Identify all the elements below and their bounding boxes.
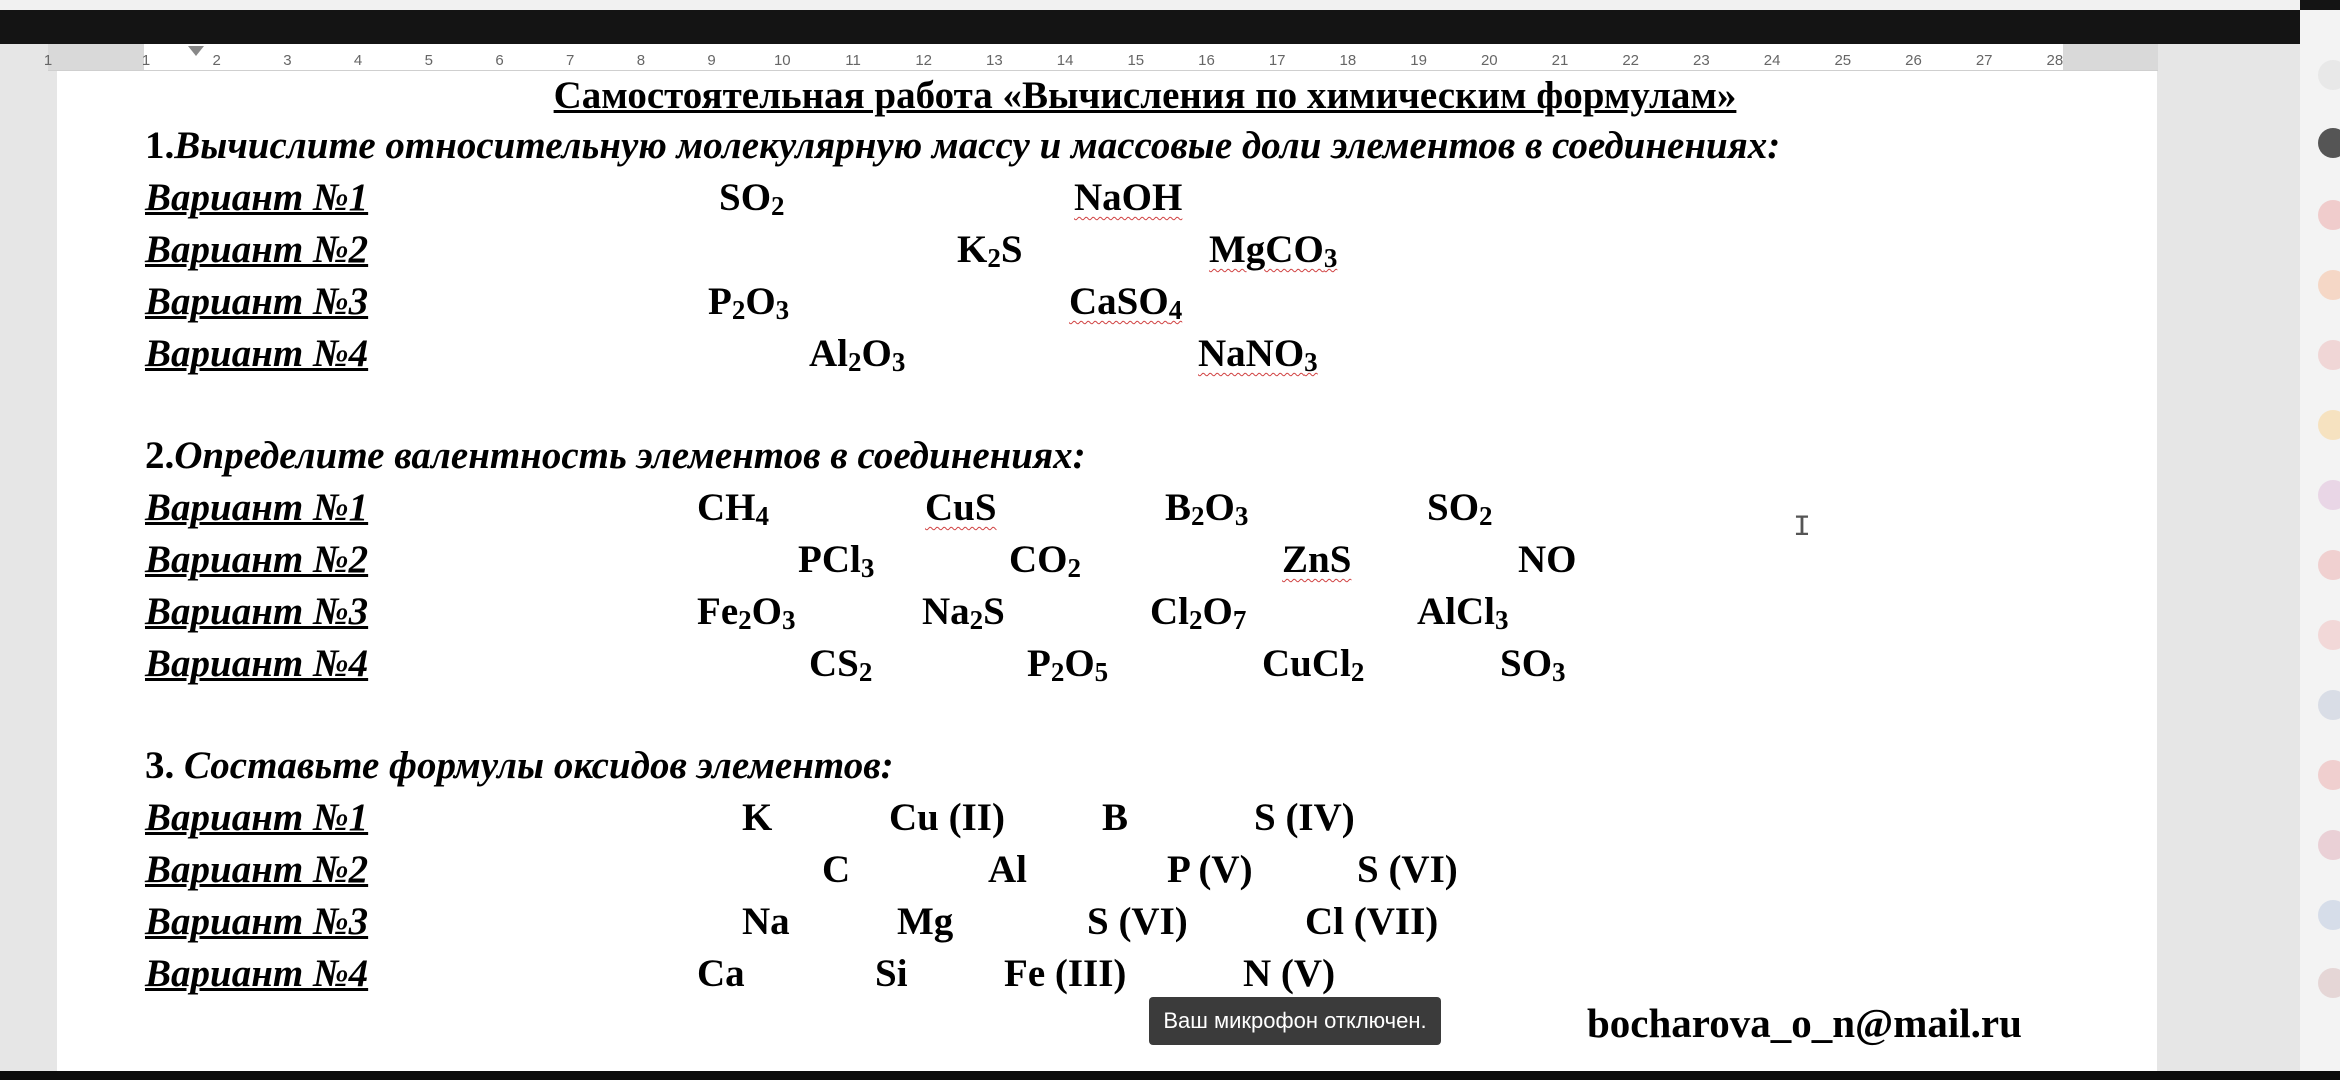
participant-avatar[interactable] [2318,830,2340,860]
formula: CaSO$_4$ [1069,280,1183,325]
ruler-tick-label: 2 [212,52,221,69]
participant-avatar[interactable] [2318,550,2340,580]
text-cursor-icon: I [1793,511,1812,545]
ruler-tick-label: 16 [1198,52,1215,69]
element-symbol: S (VI) [1087,900,1188,943]
document-title: Самостоятельная работа «Вычисления по химическим формулам» [553,74,1737,117]
element-symbol: N (V) [1243,952,1336,995]
participant-avatar[interactable] [2318,60,2340,90]
formula: $SO_2$ [719,176,785,221]
variant-label: Вариант №1 [145,486,369,529]
ruler-tick-label: 3 [283,52,292,69]
element-symbol: Fe (III) [1004,952,1127,995]
formula: $CS_2$ [809,642,873,687]
task-1-number: 1. [145,124,175,167]
ruler-tick-label: 13 [986,52,1003,69]
variant-label: Вариант №2 [145,848,369,891]
element-symbol: S (IV) [1254,796,1355,839]
formula: $CH_4$ [697,486,769,531]
ruler-tick-label: 28 [2046,52,2064,69]
formula: $K_2S$ [957,228,1023,273]
participant-avatar[interactable] [2318,200,2340,230]
ruler-tick-label: 4 [353,52,363,69]
ruler-tick-label: 14 [1056,52,1074,69]
element-symbol: C [822,848,851,891]
task-2-heading [145,433,1086,478]
element-symbol: K [742,796,773,839]
ruler-tick-label: 6 [495,52,504,69]
task-2-number: 2. [145,434,175,477]
formula: $Na_2S$ [922,590,1005,635]
task-3-text: Составьте формулы оксидов элементов: [184,744,894,787]
formula: $P_2O_5$ [1027,642,1109,687]
ruler-tick-label: 20 [1480,52,1498,69]
element-symbol: Al [988,848,1027,891]
variant-label: Вариант №3 [145,590,369,633]
formula: NaNO$_3$ [1198,332,1318,377]
ruler-tick-label: 9 [707,52,716,69]
participant-avatar[interactable] [2318,340,2340,370]
formula: CuCl$_2$ [1262,642,1365,687]
ruler-tick-label: 7 [566,52,575,69]
participant-avatar[interactable] [2318,760,2340,790]
ruler-tick-label: 22 [1622,52,1640,69]
ruler-tick-label: 12 [915,52,933,69]
variant-label: Вариант №2 [145,538,369,581]
ruler-tick-label: 17 [1268,52,1286,69]
variant-label: Вариант №3 [145,900,369,943]
participant-avatar[interactable] [2318,620,2340,650]
top-strip [0,0,2300,10]
bottom-bar [0,1071,2340,1080]
ruler-tick-label: 5 [424,52,433,69]
participant-avatar[interactable] [2318,480,2340,510]
ruler-tick-label: 27 [1975,52,1993,69]
ruler-ticks [43,44,2158,70]
participant-avatar[interactable] [2318,968,2340,998]
variant-label: Вариант №3 [145,280,369,323]
formula: $SO_3$ [1500,642,1566,687]
ruler-tick-label: 1 [141,52,151,69]
participant-avatar[interactable] [2318,128,2340,158]
formula: NO [1518,538,1577,581]
element-symbol: B [1102,796,1129,839]
formula: NaOH [1074,176,1183,219]
variant-label: Вариант №1 [145,176,369,219]
ruler-tick-label: 25 [1834,52,1852,69]
formula: MgCO$_3$ [1209,228,1338,273]
element-symbol: P (V) [1167,848,1253,891]
participant-avatar[interactable] [2318,900,2340,930]
ruler-tick-label: 18 [1339,52,1357,69]
ruler-tick-label: 10 [773,52,791,69]
formula: AlCl$_3$ [1417,590,1509,635]
element-symbol: Na [742,900,790,943]
variant-label: Вариант №1 [145,796,369,839]
element-symbol: Si [875,952,908,995]
horizontal-ruler[interactable] [43,44,2158,71]
formula: $CO_2$ [1009,538,1081,583]
ruler-tick-label: 19 [1410,52,1427,69]
variant-label: Вариант №4 [145,332,369,375]
formula: CuS [925,486,997,529]
task-2-text: Определите валентность элементов в соединениях: [174,434,1086,477]
element-symbol: S (VI) [1357,848,1458,891]
ruler-tick-label: 26 [1905,52,1922,69]
formula: $B_2O_3$ [1165,486,1249,531]
formula: $SO_2$ [1427,486,1493,531]
formula: $Fe_2O_3$ [697,590,796,635]
element-symbol: Cu (II) [889,796,1005,839]
participant-avatar[interactable] [2318,270,2340,300]
participant-avatar[interactable] [2318,410,2340,440]
formula: $Al_2O_3$ [809,332,906,377]
microphone-muted-toast: Ваш микрофон отключен. [1149,997,1441,1045]
element-symbol: Ca [697,952,745,995]
variant-label: Вариант №4 [145,952,369,995]
ruler-tick-label: 11 [845,52,861,69]
element-symbol: Mg [897,900,954,943]
formula: $Cl_2O_7$ [1150,590,1247,635]
variant-label: Вариант №4 [145,642,369,685]
task-3-heading [145,743,894,788]
task-3-number: 3. [145,744,184,787]
element-symbol: Cl (VII) [1305,900,1439,943]
ruler-tick-label: 24 [1763,52,1781,69]
formula: $P_2O_3$ [708,280,790,325]
ruler-tick-label: 23 [1693,52,1710,69]
ruler-tick-label: 1 [43,52,53,69]
task-1-text: Вычислите относительную молекулярную массу и массовые доли элементов в соединениях: [174,124,1781,167]
variant-label: Вариант №2 [145,228,369,271]
participant-avatar[interactable] [2318,690,2340,720]
document-page[interactable] [57,71,2157,1071]
ruler-tick-label: 21 [1551,52,1569,69]
ruler-tick-label: 15 [1127,52,1145,69]
formula: PCl$_3$ [798,538,875,583]
ruler-tick-label: 8 [636,52,646,69]
author-email: bocharova_o_n@mail.ru [1587,1000,2022,1046]
task-1-heading [145,123,1780,168]
formula: ZnS [1282,538,1352,581]
